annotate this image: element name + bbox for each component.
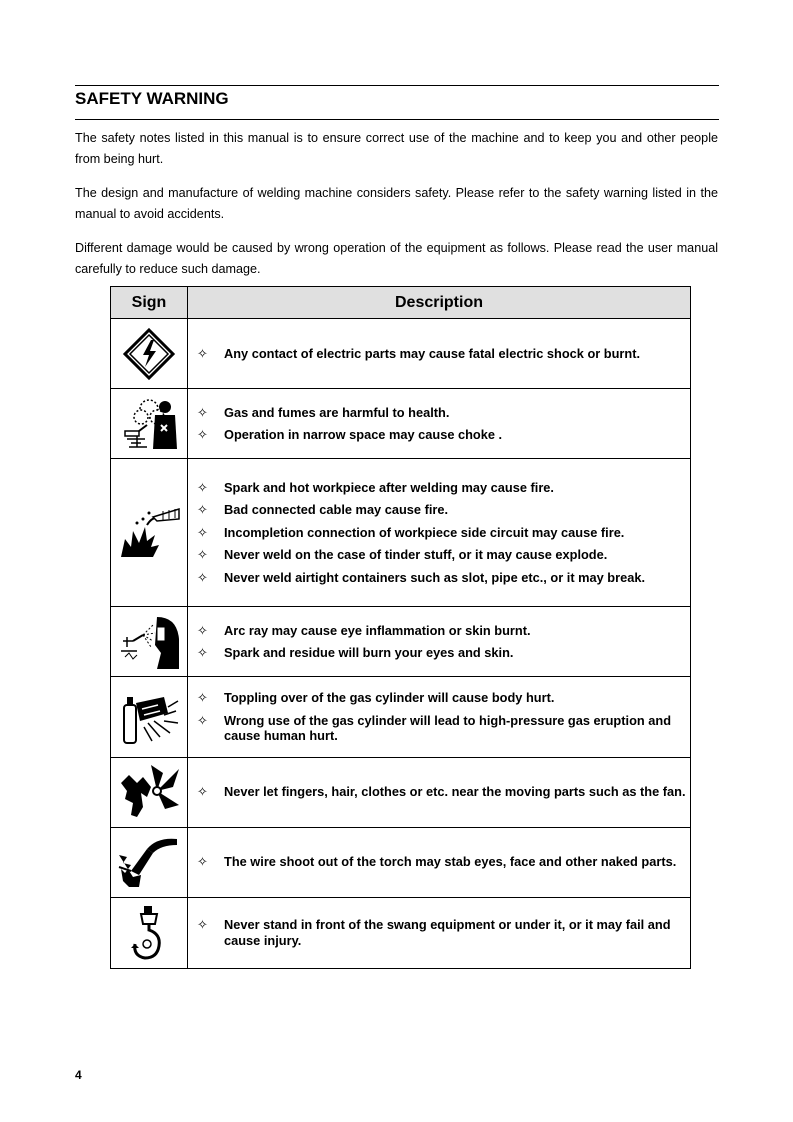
description-cell (188, 827, 691, 897)
bullet-icon: ✧ (197, 547, 208, 563)
item-text: Wrong use of the gas cylinder will lead to high-pressure gas eruption and cause human hurt. (224, 712, 672, 743)
list-item (195, 713, 686, 744)
description-cell (188, 607, 691, 677)
description-cell (188, 897, 691, 968)
description-header: Description (188, 287, 691, 319)
fumes-icon (119, 395, 179, 453)
sign-cell (111, 827, 188, 897)
table-row (111, 827, 691, 897)
sign-cell (111, 677, 188, 758)
description-cell (188, 677, 691, 758)
bullet-icon: ✧ (197, 404, 208, 420)
item-text: Never weld airtight containers such as slot, pipe etc., or it may break. (224, 569, 646, 585)
list-item (195, 645, 686, 661)
list-item (195, 854, 686, 870)
fire-explosion-icon (117, 505, 181, 561)
sign-cell (111, 319, 188, 389)
table-row (111, 459, 691, 607)
bullet-icon: ✧ (197, 427, 208, 442)
sign-cell (111, 897, 188, 968)
page-number: 4 (75, 1068, 82, 1082)
item-text: Never weld on the case of tinder stuff, or it may cause explode. (224, 547, 608, 563)
arc-ray-icon (117, 613, 181, 671)
list-item (195, 623, 686, 639)
moving-parts-icon (117, 763, 181, 821)
bullet-icon: ✧ (197, 502, 208, 518)
safety-table (110, 286, 691, 969)
list-item (195, 525, 686, 541)
sign-cell (111, 459, 188, 607)
item-text: Never stand in front of the swang equipment or under it, or it may fail and cause injury. (224, 917, 671, 948)
item-text: Never let fingers, hair, clothes or etc. near the moving parts such as the fan. (224, 784, 686, 800)
table-row (111, 389, 691, 459)
list-item (195, 502, 686, 518)
sign-cell (111, 607, 188, 677)
item-text: Arc ray may cause eye inflammation or skin burnt. (224, 622, 531, 638)
bullet-icon: ✧ (197, 917, 208, 932)
damage-paragraph: Different damage would be caused by wrong operation of the equipment as follows. Please read the user manual carefully to reduce such damage. (75, 241, 718, 276)
wire-shoot-icon (117, 835, 181, 889)
top-rule (75, 85, 719, 86)
item-text: Gas and fumes are harmful to health. (224, 404, 450, 420)
item-text: Spark and residue will burn your eyes and skin. (224, 645, 514, 660)
bullet-icon: ✧ (197, 345, 208, 361)
bullet-icon: ✧ (197, 712, 208, 728)
bullet-icon: ✧ (197, 645, 208, 660)
crane-hook-icon (127, 904, 171, 962)
bullet-icon: ✧ (197, 854, 208, 870)
list-item (195, 480, 686, 496)
item-text: Operation in narrow space may cause choke . (224, 427, 503, 442)
description-cell (188, 757, 691, 827)
bullet-icon: ✧ (197, 784, 208, 800)
description-cell (188, 389, 691, 459)
item-text: Any contact of electric parts may cause fatal electric shock or burnt. (224, 345, 641, 361)
list-item (195, 405, 686, 421)
design-paragraph: The design and manufacture of welding machine considers safety. Please refer to the safety warning listed in the manual to avoid accidents. (75, 186, 718, 221)
item-text: Incompletion connection of workpiece side circuit may cause fire. (224, 524, 625, 540)
item-text: Toppling over of the gas cylinder will cause body hurt. (224, 690, 555, 705)
item-text: The wire shoot out of the torch may stab eyes, face and other naked parts. (224, 854, 677, 870)
list-item (195, 427, 686, 443)
title-rule (75, 119, 719, 120)
intro-paragraph: The safety notes listed in this manual is to ensure correct use of the machine and to keep you and other people from being hurt. (75, 131, 718, 166)
bullet-icon: ✧ (197, 524, 208, 540)
gas-cylinder-icon (118, 687, 180, 747)
list-item (195, 346, 686, 362)
electric-shock-icon (121, 326, 177, 382)
table-row (111, 607, 691, 677)
sign-cell (111, 757, 188, 827)
table-header-row (111, 287, 691, 319)
item-text: Bad connected cable may cause fire. (224, 502, 449, 518)
list-item (195, 917, 686, 948)
list-item (195, 570, 686, 586)
page-title: SAFETY WARNING (75, 89, 229, 108)
table-row (111, 677, 691, 758)
bullet-icon: ✧ (197, 569, 208, 585)
bullet-icon: ✧ (197, 479, 208, 495)
table-row (111, 757, 691, 827)
list-item (195, 690, 686, 706)
bullet-icon: ✧ (197, 690, 208, 705)
table-row (111, 897, 691, 968)
sign-cell (111, 389, 188, 459)
description-cell (188, 319, 691, 389)
description-cell (188, 459, 691, 607)
list-item (195, 784, 686, 800)
bullet-icon: ✧ (197, 622, 208, 638)
list-item (195, 547, 686, 563)
table-row (111, 319, 691, 389)
item-text: Spark and hot workpiece after welding may cause fire. (224, 479, 554, 495)
sign-header: Sign (111, 287, 188, 319)
